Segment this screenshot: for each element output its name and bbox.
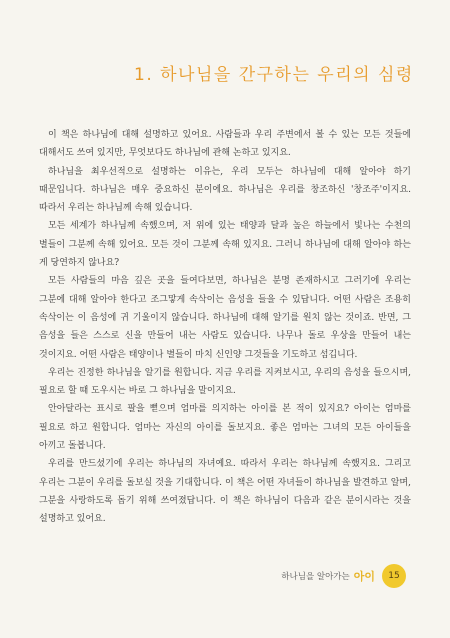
paragraph: 모든 세계가 하나님께 속했으며, 저 위에 있는 태양과 달과 높은 하늘에서 빛나는 수천의 별들이 그분께 속해 있어요. 모든 것이 그분께 속해 있지요. 그러니 하나님에 대해 알아야 하는 게 당연하지 않나요? [39, 221, 411, 269]
paragraph: 안아달라는 표시로 팔을 뻗으며 엄마를 의지하는 아이를 본 적이 있지요? 아이는 엄마를 필요로 하고 원합니다. 엄마는 자신의 아이를 돌보지요. 좋은 엄마는 그녀의 모든 아이들을 아끼고 돌봅니다. [39, 404, 411, 452]
paragraph: 이 책은 하나님에 대해 설명하고 있어요. 사람들과 우리 주변에서 볼 수 있는 모든 것들에 대해서도 쓰여 있지만, 무엇보다도 하나님에 관해 논하고 있지요. [39, 130, 411, 159]
page-number-badge: 15 [382, 564, 406, 588]
chapter-title: 1. 하나님을 간구하는 우리의 심령 [134, 65, 414, 85]
paragraph: 하나님을 최우선적으로 설명하는 이유는, 우리 모두는 하나님에 대해 알아야 하기 때문입니다. 하나님은 매우 중요하신 분이에요. 하나님은 우리를 창조하신 '창조주'이지요. 따라서 우리는 하나님께 속해 있습니다. [39, 166, 411, 214]
paragraph: 우리를 만드셨기에 우리는 하나님의 자녀예요. 따라서 우리는 하나님께 속했지요. 그리고 우리는 그분이 우리를 돌보실 것을 기대합니다. 이 책은 어떤 자녀들이 하나님을 발견하고 알며, 그분을 사랑하도록 돕기 위해 쓰여졌답니다. 이 책은 하나님이 다음과 같은 분이시라는 것을 설명하고 있어요. [39, 459, 411, 525]
paragraph: 모든 사람들의 마음 깊은 곳을 들여다보면, 하나님은 분명 존재하시고 그러기에 우리는 그분에 대해 알아야 한다고 조그맣게 속삭이는 음성을 들을 수 있답니다. 어떤 사람은 조용히 속삭이는 이 음성에 귀 기울이지 않습니다. 하나님에 대해 알기를 원치 않는 것이죠. 반면, 그 음성을 들은 스스로 신을 만들어 내는 사람도 있습니다. 나무나 돌로 우상을 만들어 내는 것이지요. 어떤 사람은 태양이나 별들이 마치 신인양 그것들을 기도하고 섬깁니다. [39, 276, 411, 360]
book-title-label: 하나님을 알아가는 [281, 572, 350, 582]
body-text [39, 126, 411, 529]
paragraph: 우리는 진정한 하나님을 알기를 원합니다. 지금 우리를 지켜보시고, 우리의 음성을 들으시며, 필요로 할 때 도우시는 바로 그 하나님을 말이지요. [39, 367, 411, 397]
book-title-accent: 아이 [353, 570, 375, 583]
page-footer [281, 564, 406, 588]
